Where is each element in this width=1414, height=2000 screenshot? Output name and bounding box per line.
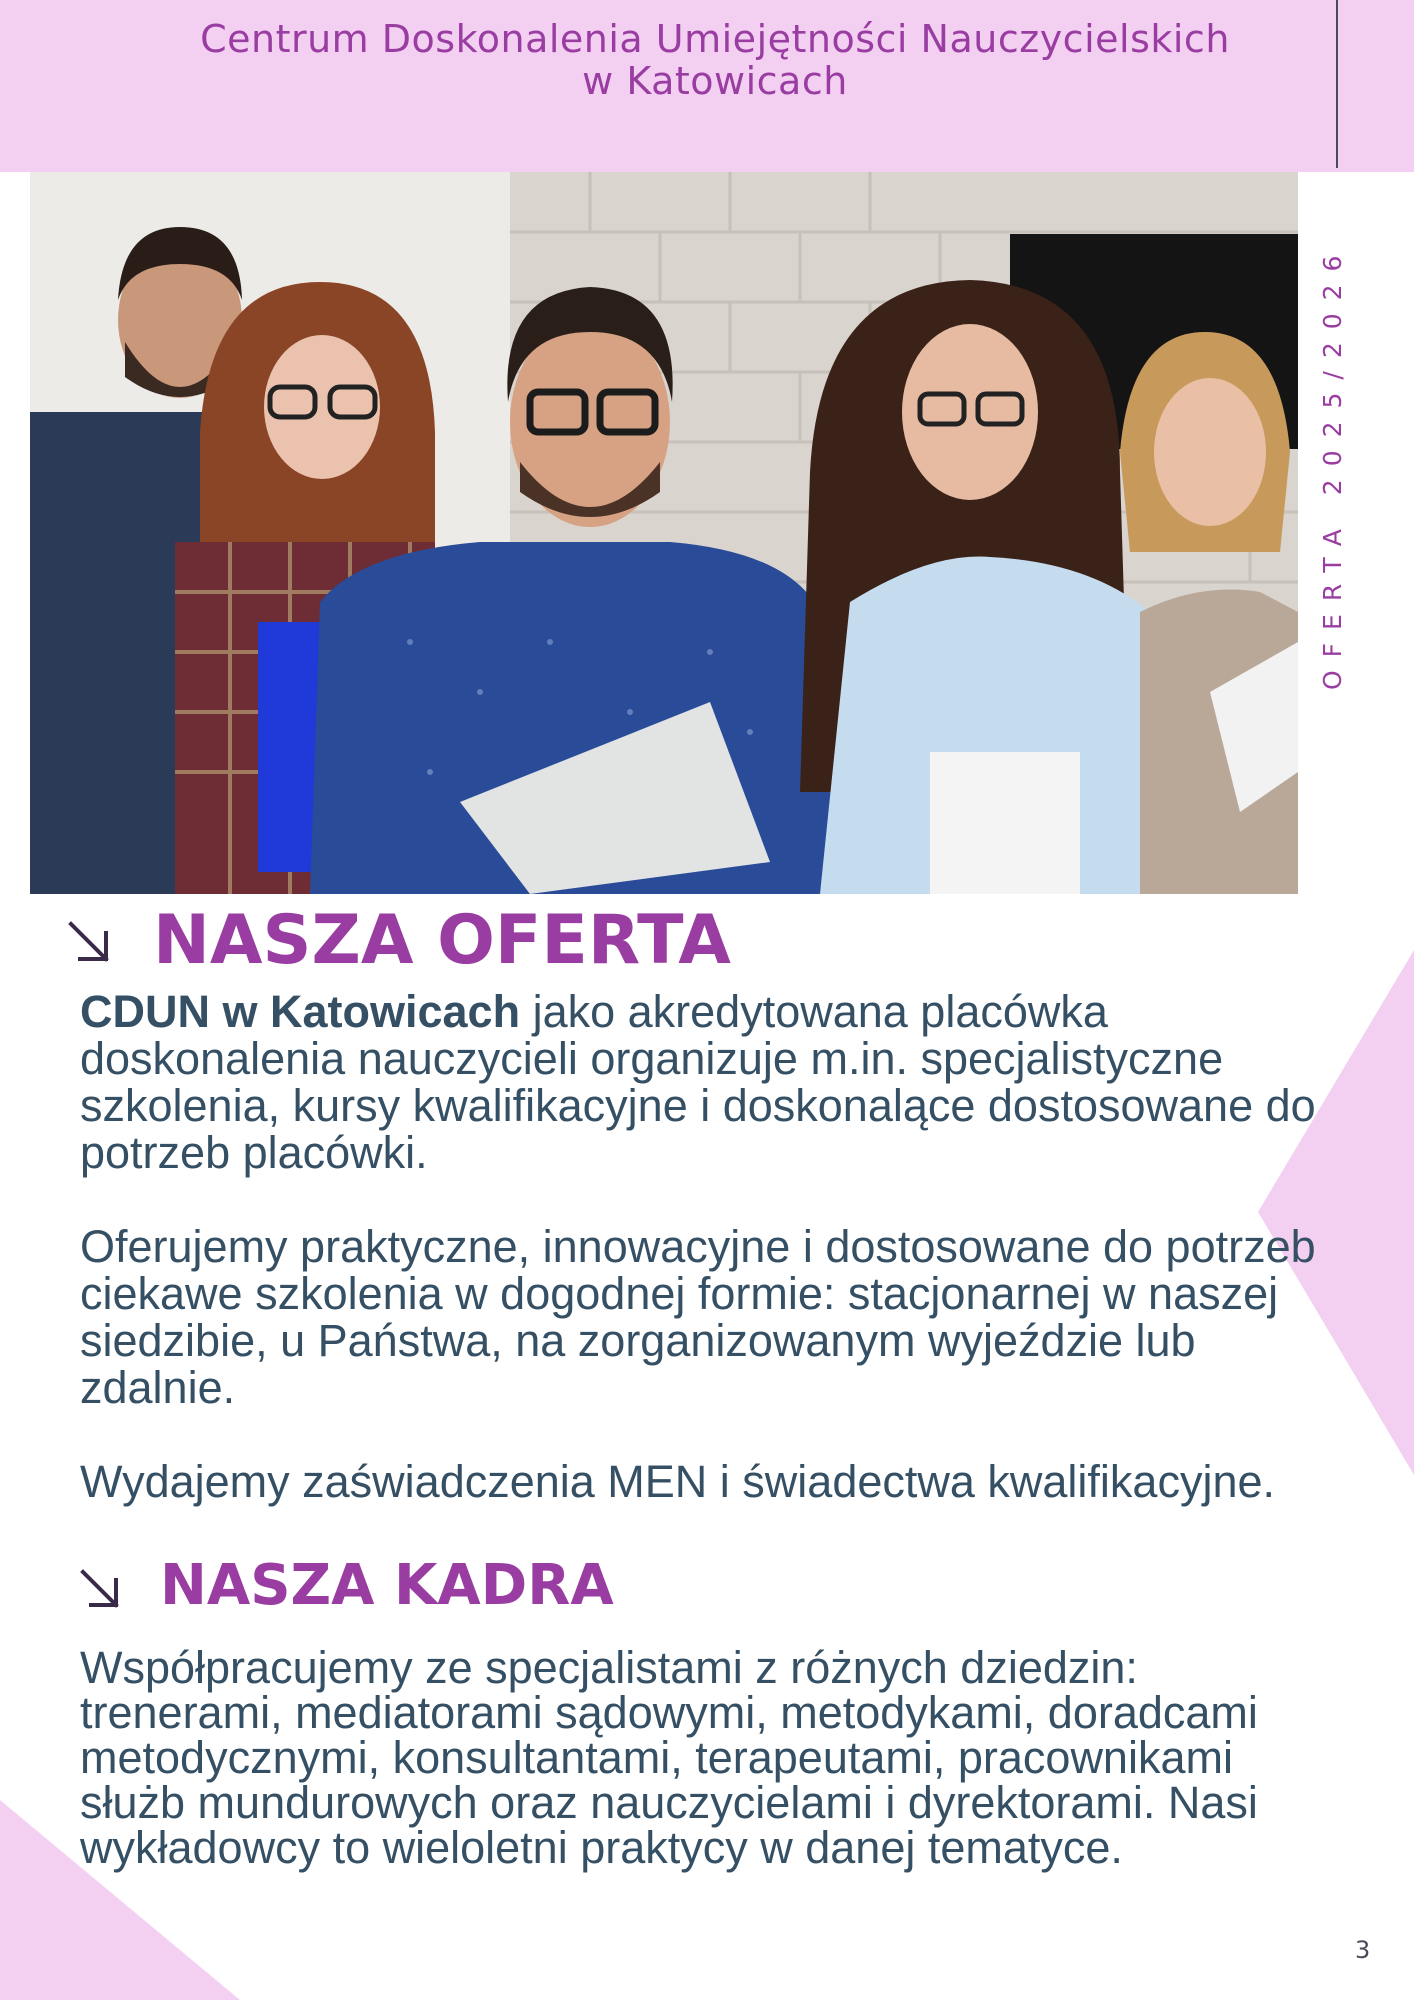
offer-paragraph-forms: Oferujemy praktyczne, innowacyjne i dostosowane do potrzeb ciekawe szkolenia w dogodnej formie: stacjonarnej w naszej siedzibie, u Państwa, na zorganizowanym wyjeździe lub zdalnie. (80, 1221, 1316, 1413)
arrow-down-right-icon (66, 919, 112, 965)
organization-name-line1: Centrum Doskonalenia Umiejętności Nauczycielskich (200, 17, 1230, 61)
offer-paragraph-certificates: Wydajemy zaświadczenia MEN i świadectwa kwalifikacyjne. (80, 1456, 1276, 1507)
offer-paragraph-intro (80, 988, 1340, 1176)
arrow-down-right-icon (78, 1567, 122, 1611)
header-band (0, 0, 1414, 172)
organization-name-line2: w Katowicach (582, 59, 848, 103)
staff-heading: NASZA KADRA (160, 1553, 614, 1618)
offer-year-label: OFERTA 2025/2026 (1318, 242, 1347, 690)
offer-heading: NASZA OFERTA (153, 901, 731, 980)
group-photo (30, 172, 1298, 894)
organization-name (60, 18, 1370, 102)
page-number: 3 (1355, 1936, 1371, 1964)
organization-abbrev: CDUN w Katowicach (80, 986, 521, 1037)
offer-intro-text: jako akredytowana placówka doskonalenia nauczycieli organizuje m.in. specjalistyczne szkolenia, kursy kwalifikacyjne i doskonalące dostosowane do potrzeb placówki. (80, 986, 1316, 1178)
staff-body (80, 1642, 1340, 1873)
header-divider-line (1336, 0, 1338, 168)
offer-body (80, 988, 1340, 1505)
staff-paragraph: Współpracujemy ze specjalistami z różnych dziedzin: trenerami, mediatorami sądowymi, metodykami, doradcami metodycznymi, konsultantami, terapeutami, pracownikami służb mundurowych oraz nauczycielami i dyrektorami. Nasi wykładowcy to wieloletni praktycy w danej tematyce. (80, 1642, 1258, 1873)
